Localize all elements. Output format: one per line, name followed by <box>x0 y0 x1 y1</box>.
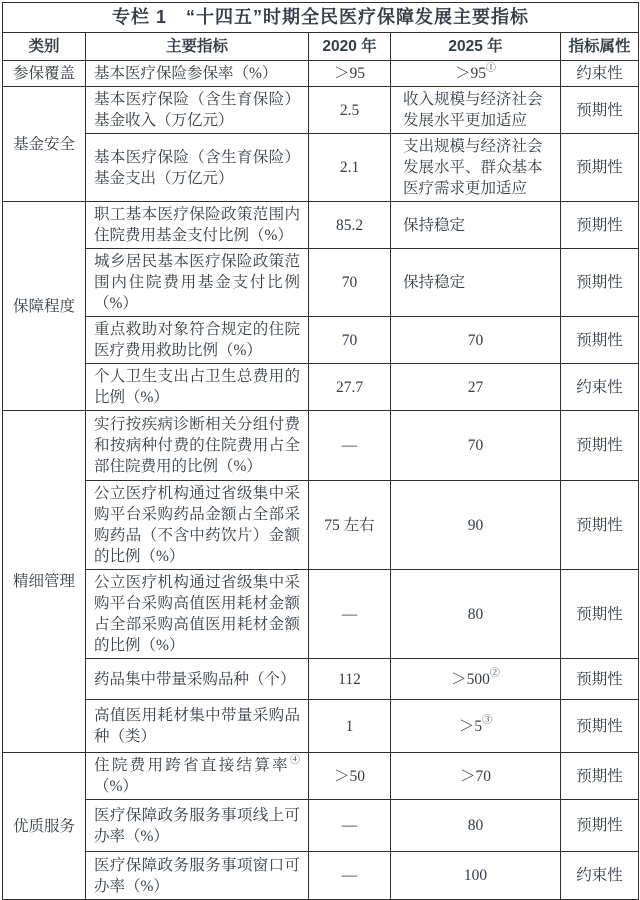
indicators-table <box>2 2 639 900</box>
indicator-text: 基本医疗保险（含生育保险）基金收入（万亿元） <box>94 91 300 129</box>
value-2025-text: 100 <box>463 867 488 884</box>
table-row <box>3 700 639 753</box>
footnote-marker: ③ <box>482 715 493 727</box>
category-cell: 优质服务 <box>3 753 86 900</box>
value-2020-cell: 85.2 <box>309 202 391 249</box>
table-row <box>3 570 639 659</box>
indicator-text: 个人卫生支出占卫生总费用的比例（%） <box>94 368 300 406</box>
attribute-cell: 预期性 <box>561 800 639 852</box>
indicator-text: 医疗保障政务服务事项窗口可办率（%） <box>94 856 300 895</box>
value-2025-text: 80 <box>467 817 484 834</box>
indicator-cell <box>86 317 309 364</box>
table-row <box>3 249 639 317</box>
indicator-cell <box>86 134 309 202</box>
value-2025-cell <box>391 481 561 570</box>
table-row <box>3 659 639 700</box>
table-row <box>3 411 639 481</box>
indicator-text: 住院费用跨省直接结算率 <box>94 757 290 774</box>
value-2025-cell <box>391 202 561 249</box>
indicator-text: 重点救助对象符合规定的住院医疗费用救助比例（%） <box>94 321 300 359</box>
value-2025-cell <box>391 134 561 202</box>
value-2020-cell: — <box>309 800 391 852</box>
value-2025-cell <box>391 61 561 87</box>
indicator-cell <box>86 481 309 570</box>
attribute-cell: 预期性 <box>561 570 639 659</box>
value-2020-cell: 1 <box>309 700 391 753</box>
category-cell: 参保覆盖 <box>3 61 86 87</box>
value-2020-cell: — <box>309 411 391 481</box>
table-title: 专栏 1 “十四五”时期全民医疗保障发展主要指标 <box>3 3 639 33</box>
header-2025: 2025 年 <box>391 33 561 61</box>
indicator-text-tail: （%） <box>94 778 138 795</box>
value-2025-cell <box>391 317 561 364</box>
value-2025-text: 27 <box>467 378 484 396</box>
indicator-text: 高值医用耗材集中带量采购品种（类） <box>94 707 300 745</box>
indicator-text: 城乡居民基本医疗保险政策范围内住院费用基金支付比例（%） <box>94 253 300 312</box>
indicator-cell <box>86 700 309 753</box>
indicator-cell <box>86 87 309 134</box>
indicator-cell <box>86 411 309 481</box>
indicator-cell <box>86 753 309 800</box>
value-2025-cell <box>391 249 561 317</box>
indicator-cell <box>86 800 309 852</box>
attribute-cell: 预期性 <box>561 317 639 364</box>
value-2025-text: 70 <box>467 437 484 454</box>
header-indicator: 主要指标 <box>86 33 309 61</box>
value-2020-cell: 112 <box>309 659 391 700</box>
value-2025-cell <box>391 800 561 852</box>
value-2020-cell: — <box>309 570 391 659</box>
header-2020: 2020 年 <box>309 33 391 61</box>
table-row <box>3 364 639 411</box>
header-category: 类别 <box>3 33 86 61</box>
value-2025-cell <box>391 411 561 481</box>
value-2025-text: 保持稳定 <box>403 216 466 234</box>
value-2025-cell <box>391 753 561 800</box>
attribute-cell: 预期性 <box>561 481 639 570</box>
category-cell: 基金安全 <box>3 87 86 202</box>
indicator-cell <box>86 659 309 700</box>
attribute-cell: 预期性 <box>561 753 639 800</box>
value-2025-text: ＞70 <box>459 767 491 785</box>
value-2025-text: 支出规模与经济社会发展水平、群众基本医疗需求更加适应 <box>403 138 543 197</box>
indicator-cell <box>86 249 309 317</box>
indicator-cell <box>86 852 309 900</box>
table-row <box>3 61 639 87</box>
attribute-cell: 预期性 <box>561 659 639 700</box>
value-2025-text: 90 <box>467 516 484 534</box>
value-2025-cell <box>391 659 561 700</box>
value-2025-text: 保持稳定 <box>403 274 466 291</box>
attribute-cell: 预期性 <box>561 249 639 317</box>
indicator-text: 医疗保障政务服务事项线上可办率（%） <box>94 806 300 845</box>
indicator-text: 基本医疗保险（含生育保险）基金支出（万亿元） <box>94 148 300 187</box>
indicator-text: 实行按疾病诊断相关分组付费和按病种付费的住院费用占全部住院费用的比例（%） <box>94 416 300 475</box>
value-2025-cell <box>391 570 561 659</box>
table-row <box>3 753 639 800</box>
value-2025-text: ＞5 <box>458 717 483 735</box>
indicator-text: 公立医疗机构通过省级集中采购平台采购高值医用耗材金额占全部采购高值医用耗材金额的比例（%） <box>94 574 300 654</box>
indicator-cell <box>86 570 309 659</box>
attribute-cell: 预期性 <box>561 700 639 753</box>
attribute-cell: 约束性 <box>561 364 639 411</box>
table-row <box>3 800 639 852</box>
table-row <box>3 852 639 900</box>
value-2025-cell <box>391 852 561 900</box>
value-2020-cell: 2.1 <box>309 134 391 202</box>
value-2025-text: 80 <box>467 605 484 623</box>
attribute-cell: 约束性 <box>561 852 639 900</box>
value-2025-cell <box>391 87 561 134</box>
table-row <box>3 134 639 202</box>
indicator-text: 药品集中带量采购品种（个） <box>94 670 296 688</box>
value-2020-cell: 27.7 <box>309 364 391 411</box>
table-row <box>3 481 639 570</box>
footnote-marker: ② <box>489 668 500 680</box>
table-row <box>3 87 639 134</box>
value-2025-text: 70 <box>467 331 484 349</box>
table-header-row <box>3 33 639 61</box>
attribute-cell: 预期性 <box>561 87 639 134</box>
category-cell: 保障程度 <box>3 202 86 411</box>
value-2025-text: 收入规模与经济社会发展水平更加适应 <box>403 91 543 129</box>
footnote-marker: ① <box>486 62 496 74</box>
value-2020-cell: 75 左右 <box>309 481 391 570</box>
indicator-cell <box>86 364 309 411</box>
indicator-cell <box>86 202 309 249</box>
value-2020-cell: ＞50 <box>309 753 391 800</box>
attribute-cell: 预期性 <box>561 134 639 202</box>
footnote-marker: ④ <box>290 754 300 766</box>
attribute-cell: 约束性 <box>561 61 639 87</box>
value-2020-cell: 70 <box>309 249 391 317</box>
attribute-cell: 预期性 <box>561 202 639 249</box>
header-attribute: 指标属性 <box>561 33 639 61</box>
value-2025-text: ＞500 <box>451 670 490 688</box>
value-2020-cell: ＞95 <box>309 61 391 87</box>
table-row <box>3 202 639 249</box>
value-2020-cell: — <box>309 852 391 900</box>
indicator-text: 公立医疗机构通过省级集中采购平台采购药品金额占全部采购药品（不含中药饮片）金额的比例（%） <box>94 485 300 565</box>
value-2025-text: ＞95 <box>454 65 486 82</box>
value-2025-cell <box>391 700 561 753</box>
table-row <box>3 317 639 364</box>
value-2020-cell: 2.5 <box>309 87 391 134</box>
value-2025-cell <box>391 364 561 411</box>
indicator-text: 职工基本医疗保险政策范围内住院费用基金支付比例（%） <box>94 206 300 244</box>
indicator-text: 基本医疗保险参保率（%） <box>94 65 278 82</box>
indicator-cell <box>86 61 309 87</box>
category-cell: 精细管理 <box>3 411 86 753</box>
attribute-cell: 预期性 <box>561 411 639 481</box>
value-2020-cell: 70 <box>309 317 391 364</box>
